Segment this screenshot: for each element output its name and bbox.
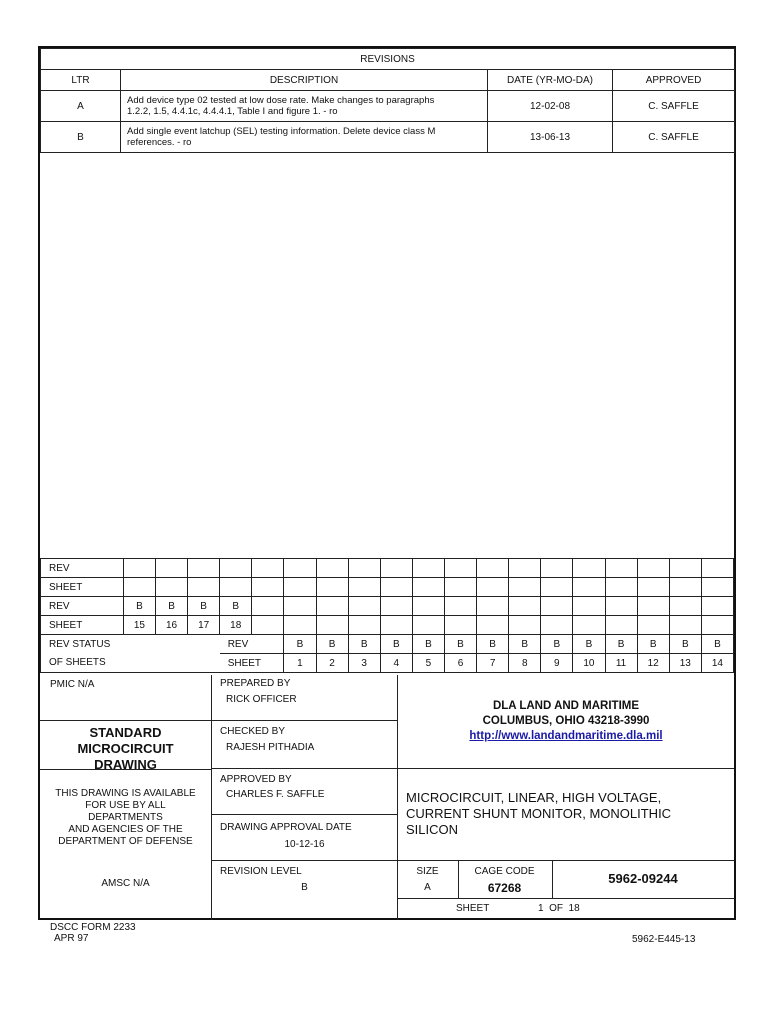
revision-description <box>121 91 488 122</box>
form-number <box>50 922 136 944</box>
standard-line: MICROCIRCUIT <box>77 741 174 756</box>
header-ltr: LTR <box>41 70 121 91</box>
rev-label: REV <box>220 635 284 654</box>
sheet-cell: 17 <box>188 616 220 635</box>
sheet-cell: 13 <box>669 654 701 673</box>
header-description: DESCRIPTION <box>121 70 488 91</box>
approval-date-cell <box>212 814 397 861</box>
status-row-sheet-main <box>41 654 734 673</box>
sheet-cell: 14 <box>701 654 733 673</box>
size-value: A <box>424 882 431 893</box>
revisions-table <box>40 48 735 153</box>
blank-area <box>40 154 734 558</box>
sheet-label: SHEET <box>41 578 124 597</box>
sheet-label: SHEET <box>41 616 124 635</box>
availability-note <box>40 788 211 848</box>
organization-link[interactable]: http://www.landandmaritime.dla.mil <box>469 730 663 742</box>
sheet-label: SHEET <box>220 654 284 673</box>
status-row-rev-main <box>41 635 734 654</box>
rev-label: REV <box>41 597 124 616</box>
size-label: SIZE <box>416 866 439 877</box>
sheet-cell: 18 <box>220 616 252 635</box>
checked-by-name: RAJESH PITHADIA <box>226 742 315 753</box>
approval-date-value: 10-12-16 <box>284 839 325 850</box>
standard-line: STANDARD <box>89 725 162 740</box>
sheet-cell: 6 <box>444 654 476 673</box>
rev-cell: B <box>316 635 348 654</box>
standard-drawing-box <box>40 720 211 770</box>
document-number-cell <box>552 860 734 899</box>
availability-line: FOR USE BY ALL <box>85 800 166 811</box>
revision-level-value: B <box>301 882 308 893</box>
revision-desc-line: references. - ro <box>127 137 192 148</box>
sheet-cell: 12 <box>637 654 669 673</box>
prepared-by-label: PREPARED BY <box>220 678 291 689</box>
revision-level-cell <box>212 860 397 920</box>
sheet-cell: 2 <box>316 654 348 673</box>
sheet-cell: 8 <box>509 654 541 673</box>
revisions-title: REVISIONS <box>41 49 735 70</box>
revision-ltr: B <box>41 122 121 153</box>
cage-code-value: 67268 <box>487 881 522 895</box>
drawing-frame <box>38 46 736 920</box>
rev-cell: B <box>605 635 637 654</box>
availability-line: AND AGENCIES OF THE <box>68 824 183 835</box>
rev-cell: B <box>155 597 187 616</box>
organization-cell <box>398 675 734 769</box>
availability-line: DEPARTMENT OF DEFENSE <box>58 836 193 847</box>
rev-cell: B <box>573 635 605 654</box>
header-date: DATE (YR-MO-DA) <box>488 70 613 91</box>
approved-by-label: APPROVED BY <box>220 774 292 785</box>
rev-label: REV <box>41 559 124 578</box>
prepared-by-name: RICK OFFICER <box>226 694 297 705</box>
revision-description <box>121 122 488 153</box>
approved-by-name: CHARLES F. SAFFLE <box>226 789 325 800</box>
sheet-cell: 3 <box>348 654 380 673</box>
checked-by-cell <box>212 720 397 769</box>
sheet-cell <box>398 898 734 920</box>
status-row-sheet-continued <box>41 616 734 635</box>
sheet-cell: 1 <box>284 654 316 673</box>
sheet-cell: 15 <box>123 616 155 635</box>
rev-cell: B <box>380 635 412 654</box>
title-block <box>40 675 734 920</box>
left-column <box>40 675 212 920</box>
amsc-label: AMSC N/A <box>101 878 150 889</box>
revision-desc-line: Add single event latchup (SEL) testing information. Delete device class M <box>127 126 436 137</box>
rev-status-table <box>40 558 734 673</box>
size-cell <box>398 860 459 899</box>
organization-address: COLUMBUS, OHIO 43218-3990 <box>482 715 650 727</box>
availability-line: DEPARTMENTS <box>88 812 163 823</box>
pmic-label: PMIC N/A <box>50 679 95 690</box>
rev-cell: B <box>669 635 701 654</box>
form-line: DSCC FORM 2233 <box>50 922 136 933</box>
middle-column <box>212 675 398 920</box>
revision-date: 13-06-13 <box>488 122 613 153</box>
organization-name: DLA LAND AND MARITIME <box>492 700 640 712</box>
rev-cell: B <box>701 635 733 654</box>
approved-by-cell <box>212 768 397 815</box>
drawing-title-line: SILICON <box>406 822 459 837</box>
rev-cell: B <box>541 635 573 654</box>
sheet-cell: 4 <box>380 654 412 673</box>
drawing-title-line: CURRENT SHUNT MONITOR, MONOLITHIC <box>406 806 672 821</box>
form-date: APR 97 <box>54 933 89 944</box>
rev-cell: B <box>412 635 444 654</box>
rev-cell: B <box>188 597 220 616</box>
sheet-number: 1 OF 18 <box>538 903 580 914</box>
sheet-label: SHEET <box>456 903 490 914</box>
sheet-cell: 7 <box>477 654 509 673</box>
rev-cell: B <box>637 635 669 654</box>
availability-line: THIS DRAWING IS AVAILABLE <box>55 788 196 799</box>
rev-cell: B <box>123 597 155 616</box>
sheet-cell: 9 <box>541 654 573 673</box>
rev-cell: B <box>509 635 541 654</box>
cage-code-label: CAGE CODE <box>474 866 535 877</box>
revision-date: 12-02-08 <box>488 91 613 122</box>
sheet-cell: 10 <box>573 654 605 673</box>
revision-approved: C. SAFFLE <box>613 122 735 153</box>
approval-date-label: DRAWING APPROVAL DATE <box>220 822 352 833</box>
drawing-title-cell <box>398 768 734 861</box>
standard-line: DRAWING <box>94 757 157 772</box>
sheet-cell: 5 <box>412 654 444 673</box>
sheet-cell: 16 <box>155 616 187 635</box>
sheet-cell: 11 <box>605 654 637 673</box>
status-row-sheet-upper <box>41 578 734 597</box>
revision-level-label: REVISION LEVEL <box>220 866 302 877</box>
rev-cell: B <box>444 635 476 654</box>
right-column <box>398 675 734 920</box>
status-row-rev-continued <box>41 597 734 616</box>
revision-desc-line: Add device type 02 tested at low dose rate. Make changes to paragraphs <box>127 95 435 106</box>
revision-desc-line: 1.2.2, 1.5, 4.4.1c, 4.4.4.1, Table I and figure 1. - ro <box>127 106 338 117</box>
rev-status-label: REV STATUS <box>41 635 220 654</box>
rev-cell: B <box>284 635 316 654</box>
revision-approved: C. SAFFLE <box>613 91 735 122</box>
rev-cell: B <box>348 635 380 654</box>
document-code: 5962-E445-13 <box>632 934 696 945</box>
status-row-rev-upper <box>41 559 734 578</box>
rev-cell: B <box>477 635 509 654</box>
of-sheets-label: OF SHEETS <box>41 654 220 673</box>
document-number: 5962-09244 <box>608 871 678 886</box>
revision-row <box>41 122 735 153</box>
checked-by-label: CHECKED BY <box>220 726 286 737</box>
revision-row <box>41 91 735 122</box>
header-approved: APPROVED <box>613 70 735 91</box>
rev-cell: B <box>220 597 252 616</box>
prepared-by-cell <box>212 675 397 721</box>
cage-code-cell <box>458 860 553 899</box>
revision-ltr: A <box>41 91 121 122</box>
drawing-title-line: MICROCIRCUIT, LINEAR, HIGH VOLTAGE, <box>406 790 662 805</box>
